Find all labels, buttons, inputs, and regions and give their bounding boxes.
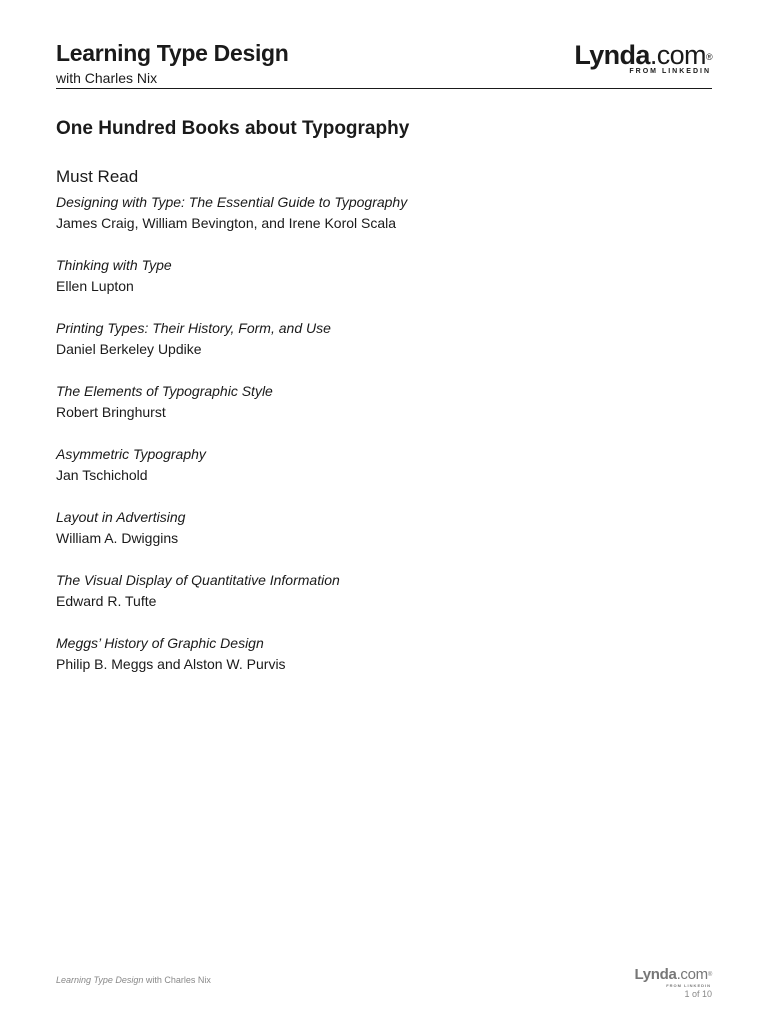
footer-course-title: Learning Type Design — [56, 975, 144, 985]
course-subtitle: with Charles Nix — [56, 70, 158, 86]
document-title: One Hundred Books about Typography — [56, 118, 410, 139]
footer-lynda-logo — [634, 966, 712, 988]
page-number: 1 of 10 — [684, 989, 712, 999]
book-title: Thinking with Type — [56, 257, 172, 273]
logo-tagline: FROM LINKEDIN — [629, 68, 711, 75]
book-title: The Visual Display of Quantitative Information — [56, 572, 340, 588]
book-title: Meggs’ History of Graphic Design — [56, 635, 264, 651]
book-item — [56, 381, 407, 444]
book-item — [56, 255, 407, 318]
lynda-logo — [574, 40, 712, 75]
book-author: Robert Bringhurst — [56, 404, 166, 420]
book-author: Philip B. Meggs and Alston W. Purvis — [56, 656, 286, 672]
footer-course-suffix: with Charles Nix — [143, 975, 211, 985]
book-title: Printing Types: Their History, Form, and Use — [56, 320, 331, 336]
book-author: Daniel Berkeley Updike — [56, 341, 202, 357]
footer-course-credit — [56, 975, 211, 985]
page-header — [56, 40, 712, 89]
footer-logo-domain: .com — [676, 966, 708, 983]
logo-domain: .com — [649, 40, 706, 70]
footer-logo-wordmark — [634, 966, 712, 983]
book-item — [56, 633, 407, 696]
registered-mark: ® — [705, 52, 712, 62]
book-title: Asymmetric Typography — [56, 446, 206, 462]
book-title: Layout in Advertising — [56, 509, 186, 525]
book-author: Jan Tschichold — [56, 467, 148, 483]
book-item — [56, 318, 407, 381]
book-title: Designing with Type: The Essential Guide to Typography — [56, 194, 408, 210]
logo-brand: Lynda — [574, 40, 650, 70]
book-author: Ellen Lupton — [56, 278, 134, 294]
book-item — [56, 192, 407, 255]
book-item — [56, 444, 407, 507]
footer-logo-brand: Lynda — [634, 966, 677, 983]
book-author: Edward R. Tufte — [56, 593, 157, 609]
footer-registered-mark: ® — [707, 972, 712, 978]
footer-logo-tagline: FROM LINKEDIN — [666, 983, 711, 988]
section-heading: Must Read — [56, 167, 139, 186]
book-author: James Craig, William Bevington, and Irene Korol Scala — [56, 215, 397, 231]
book-title: The Elements of Typographic Style — [56, 383, 273, 399]
course-title: Learning Type Design — [56, 40, 289, 66]
book-list — [56, 192, 407, 696]
book-author: William A. Dwiggins — [56, 530, 179, 546]
book-item — [56, 570, 407, 633]
book-item — [56, 507, 407, 570]
logo-wordmark — [574, 40, 712, 70]
